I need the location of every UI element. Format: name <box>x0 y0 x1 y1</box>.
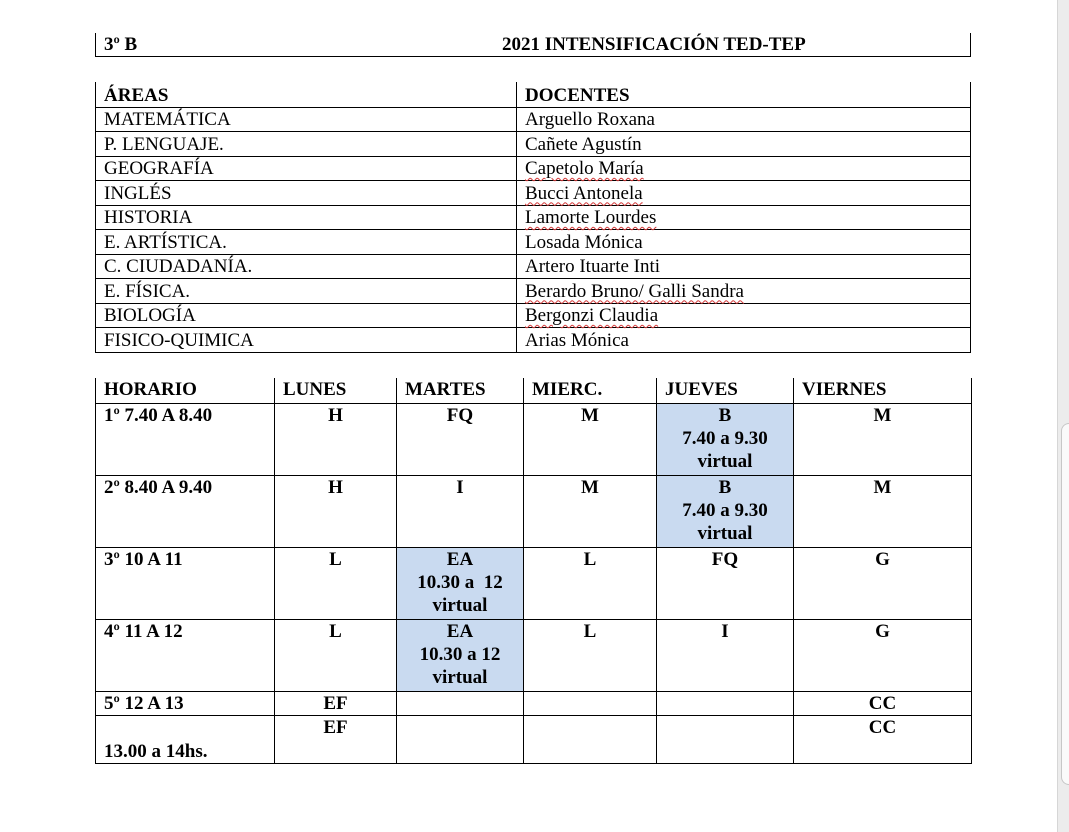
schedule-row <box>96 475 972 547</box>
area-cell: E. ARTÍSTICA. <box>96 230 517 255</box>
modality-label: virtual <box>697 450 753 472</box>
time-range: 10.30 a 12 <box>417 571 503 593</box>
teacher-cell: Arguello Roxana <box>517 107 971 132</box>
teacher-cell: Artero Ituarte Inti <box>517 254 971 279</box>
jueves-cell <box>657 715 794 763</box>
teacher-name: Bucci Antonela <box>525 182 643 204</box>
schedule-row <box>96 547 972 619</box>
time-range: 7.40 a 9.30 <box>682 427 768 449</box>
time-range: 10.30 a 12 <box>419 643 501 665</box>
area-cell: HISTORIA <box>96 205 517 230</box>
teacher-name: Bergonzi Claudia <box>525 305 659 326</box>
areas-header-cell: ÁREAS <box>96 82 517 107</box>
horario-header: HORARIO <box>96 378 275 403</box>
areas-table <box>95 82 971 353</box>
subject-code: EA <box>446 620 474 642</box>
table-row <box>96 205 971 230</box>
time-range: 7.40 a 9.30 <box>682 499 768 521</box>
area-cell: GEOGRAFÍA <box>96 156 517 181</box>
teacher-cell: Cañete Agustín <box>517 132 971 157</box>
lunes-cell: EF <box>275 691 397 715</box>
martes-header: MARTES <box>397 378 524 403</box>
scrollbar-handle[interactable] <box>1061 423 1069 785</box>
teacher-name: Capetolo María <box>525 158 644 179</box>
subject-code: B <box>718 476 732 498</box>
hour-cell: 13.00 a 14hs. <box>96 715 275 763</box>
lunes-cell: H <box>275 475 397 547</box>
areas-header-row <box>96 82 971 107</box>
table-row <box>96 107 971 132</box>
teacher-cell <box>517 205 971 230</box>
jueves-header: JUEVES <box>657 378 794 403</box>
teacher-name: Berardo Bruno/ Galli Sandra <box>525 280 744 302</box>
lunes-cell: EF <box>275 715 397 763</box>
teacher-name: Lamorte Lourdes <box>525 207 657 228</box>
area-cell: INGLÉS <box>96 181 517 206</box>
martes-cell: I <box>397 475 524 547</box>
teachers-header-cell: DOCENTES <box>517 82 971 107</box>
schedule-row <box>96 403 972 475</box>
modality-label: virtual <box>697 522 753 544</box>
martes-cell <box>397 715 524 763</box>
modality-label: virtual <box>432 666 488 688</box>
table-row <box>96 230 971 255</box>
lunes-cell: L <box>275 619 397 691</box>
martes-cell-virtual <box>397 619 524 691</box>
viernes-cell: G <box>794 547 972 619</box>
area-cell: MATEMÁTICA <box>96 107 517 132</box>
hour-cell: 3º 10 A 11 <box>96 547 275 619</box>
viernes-header: VIERNES <box>794 378 972 403</box>
document-header <box>95 33 971 57</box>
subject-code: EA <box>446 548 474 570</box>
lunes-cell: L <box>275 547 397 619</box>
lunes-header: LUNES <box>275 378 397 403</box>
viernes-cell: CC <box>794 691 972 715</box>
miercoles-cell <box>524 691 657 715</box>
jueves-cell <box>657 691 794 715</box>
schedule-row <box>96 619 972 691</box>
viernes-cell: M <box>794 475 972 547</box>
hour-cell: 2º 8.40 A 9.40 <box>96 475 275 547</box>
table-row <box>96 254 971 279</box>
jueves-cell: I <box>657 619 794 691</box>
teacher-cell <box>517 156 971 181</box>
miercoles-cell: M <box>524 403 657 475</box>
teacher-cell: Losada Mónica <box>517 230 971 255</box>
miercoles-cell: L <box>524 619 657 691</box>
area-cell: P. LENGUAJE. <box>96 132 517 157</box>
teacher-cell: Arias Mónica <box>517 328 971 353</box>
miercoles-header: MIERC. <box>524 378 657 403</box>
viernes-cell: M <box>794 403 972 475</box>
table-row <box>96 303 971 328</box>
jueves-cell-virtual <box>657 475 794 547</box>
table-row <box>96 279 971 304</box>
schedule-header-row <box>96 378 972 403</box>
schedule-row <box>96 691 972 715</box>
viernes-cell: CC <box>794 715 972 763</box>
martes-cell: FQ <box>397 403 524 475</box>
teacher-cell <box>517 303 971 328</box>
martes-cell-virtual <box>397 547 524 619</box>
table-row <box>96 132 971 157</box>
area-cell: E. FÍSICA. <box>96 279 517 304</box>
area-cell: C. CIUDADANÍA. <box>96 254 517 279</box>
jueves-cell: FQ <box>657 547 794 619</box>
lunes-cell: H <box>275 403 397 475</box>
miercoles-cell <box>524 715 657 763</box>
modality-label: virtual <box>432 594 488 616</box>
course-label: 3º B <box>104 34 138 55</box>
hour-cell: 1º 7.40 A 8.40 <box>96 403 275 475</box>
table-row <box>96 181 971 206</box>
area-cell: BIOLOGÍA <box>96 303 517 328</box>
jueves-cell-virtual <box>657 403 794 475</box>
miercoles-cell: M <box>524 475 657 547</box>
miercoles-cell: L <box>524 547 657 619</box>
area-cell: FISICO-QUIMICA <box>96 328 517 353</box>
hour-cell: 4º 11 A 12 <box>96 619 275 691</box>
schedule-table <box>95 378 972 764</box>
schedule-row <box>96 715 972 763</box>
teacher-cell <box>517 181 971 206</box>
hour-cell: 5º 12 A 13 <box>96 691 275 715</box>
table-row <box>96 328 971 353</box>
viernes-cell: G <box>794 619 972 691</box>
subject-code: B <box>718 404 732 426</box>
document-title: 2021 INTENSIFICACIÓN TED-TEP <box>502 34 806 55</box>
table-row <box>96 156 971 181</box>
teacher-cell <box>517 279 971 304</box>
martes-cell <box>397 691 524 715</box>
